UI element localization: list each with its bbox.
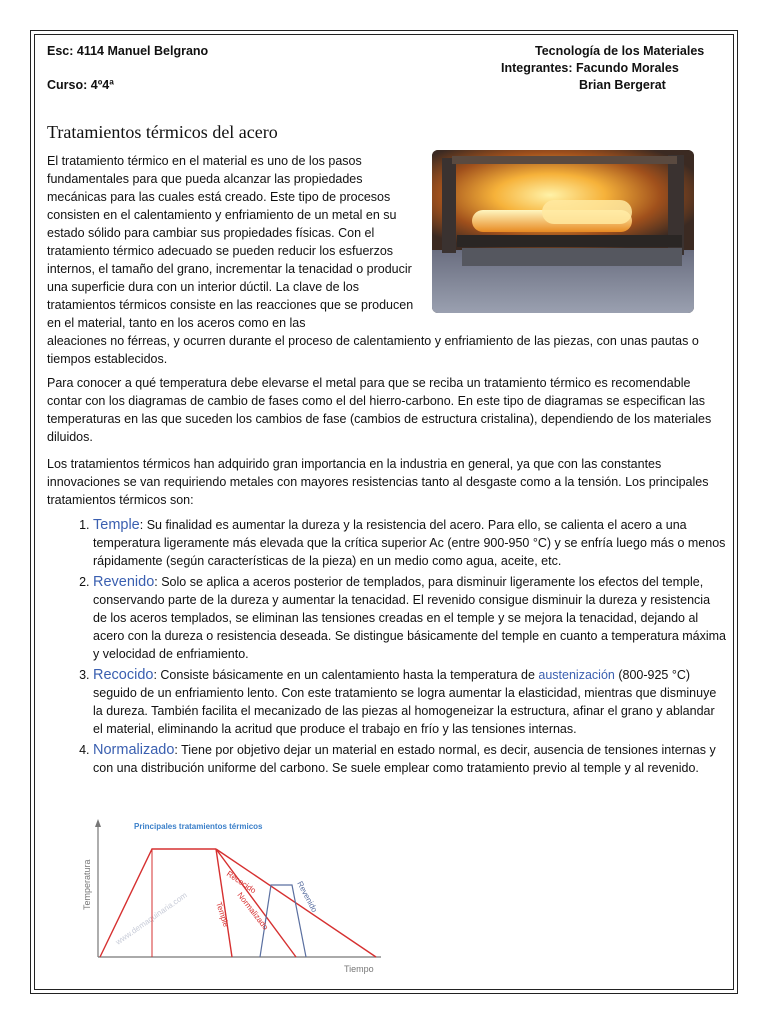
paragraph-phase-diagrams: Para conocer a qué temperatura debe elevarse el metal para que se reciba un tratamiento térmico es recomendable contar con los diagramas de cambio de fases como el del hierro-carbono. En este tipo de diagramas se especifican las temperaturas en las que suceden los cambios de fase (cambios de estructura cristalina), dependiendo de los materiales diluidos. <box>47 376 712 444</box>
members-line: Integrantes: Facundo Morales <box>501 61 679 75</box>
watermark: www.demaquinaria.com <box>113 890 189 947</box>
list-item <box>93 741 727 777</box>
course-name: Curso: 4º4ª <box>47 78 114 92</box>
label-normalizado: Normalizado <box>235 890 271 932</box>
y-axis-label: Temperatura <box>82 859 92 910</box>
treatment-description: : Tiene por objetivo dejar un material en estado normal, es decir, ausencia de tensiones internas y con una distribución uniforme del carbono. Se suele emplear como tratamiento previo al temple y al revenido. <box>93 743 716 775</box>
treatment-description: : Consiste básicamente en un calentamiento hasta la temperatura de <box>153 668 539 682</box>
member-two: Brian Bergerat <box>579 78 666 92</box>
term-austenizacion: austenización <box>538 668 615 682</box>
heat-treatment-diagram <box>76 815 396 975</box>
term-temple: Temple <box>93 517 140 533</box>
x-axis-label: Tiempo <box>344 964 374 974</box>
list-item <box>93 516 727 570</box>
paragraph-importance: Los tratamientos térmicos han adquirido gran importancia en la industria en general, ya que con las constantes innovaciones se van requiriendo metales con mayores resistencias tanto al desgaste como a la tensión. Los principales tratamientos térmicos son: <box>47 457 709 507</box>
normalizado-curve <box>216 849 296 957</box>
document-title: Tratamientos térmicos del acero <box>47 122 278 142</box>
school-name: Esc: 4114 Manuel Belgrano <box>47 44 209 58</box>
y-axis-arrow <box>95 819 101 827</box>
treatment-description: : Su finalidad es aumentar la dureza y la resistencia del acero. Para ello, se calienta el acero a una temperatura ligeramente más elevada que la crítica superior Ac (entre 900-950 °C) y se enfría luego más o menos rápidamente (según características de la pieza) en un medio como agua, aceite, etc. <box>93 518 726 568</box>
treatment-description-cont: (800-925 °C) seguido de un enfriamiento lento. Con este tratamiento se logra aumentar la elasticidad, mientras que disminuye la dureza. También facilita el mecanizado de las piezas al homogeneizar la estructura, afinar el grano y ablandar el material, eliminando la acritud que produce el trabajo en frío y las tensiones internas. <box>93 668 717 736</box>
term-recocido: Recocido <box>93 667 154 683</box>
label-revenido: Revenido <box>295 879 320 914</box>
treatment-description: : Solo se aplica a aceros posterior de templados, para disminuir ligeramente los efectos del temple, conservando parte de la dureza y aumentar la tenacidad. El revenido consigue disminuir la dureza y resistencia de los aceros templados, se eliminan las tensiones creadas en el temple y se mejora la tenacidad, dejando al acero con la dureza o resistencia deseada. Se distingue básicamente del temple en cuanto a temperatura máxima y velocidad de enfriamiento. <box>93 575 727 661</box>
paragraph-intro-continued: aleaciones no férreas, y ocurren durante el proceso de calentamiento y enfriamiento de las piezas, con unas pautas o tiempos establecidos. <box>47 334 699 366</box>
term-normalizado: Normalizado <box>93 742 175 758</box>
list-item <box>93 573 727 663</box>
list-item <box>93 666 727 738</box>
label-temple: Temple <box>214 900 231 929</box>
treatments-list <box>47 516 727 780</box>
diagram-title: Principales tratamientos térmicos <box>134 822 263 831</box>
term-revenido: Revenido <box>93 574 155 590</box>
label-recocido: Recocido <box>224 869 258 896</box>
paragraph-intro: El tratamiento térmico en el material es uno de los pasos fundamentales para que pueda alcanzar las propiedades mecánicas para las cuales está creado. Este tipo de procesos consisten en el calentamiento y enfriamiento de un metal en su estado sólido para cambiar sus propiedades físicas. Con el tratamiento térmico adecuado se pueden reducir los esfuerzos internos, el tamaño del grano, incrementar la tenacidad o producir una superficie dura con un interior dúctil. La clave de los tratamientos térmicos consiste en las reacciones que se producen en el material, tanto en los aceros como en las <box>47 154 414 330</box>
subject-name: Tecnología de los Materiales <box>535 44 705 58</box>
furnace-photo <box>432 150 694 313</box>
